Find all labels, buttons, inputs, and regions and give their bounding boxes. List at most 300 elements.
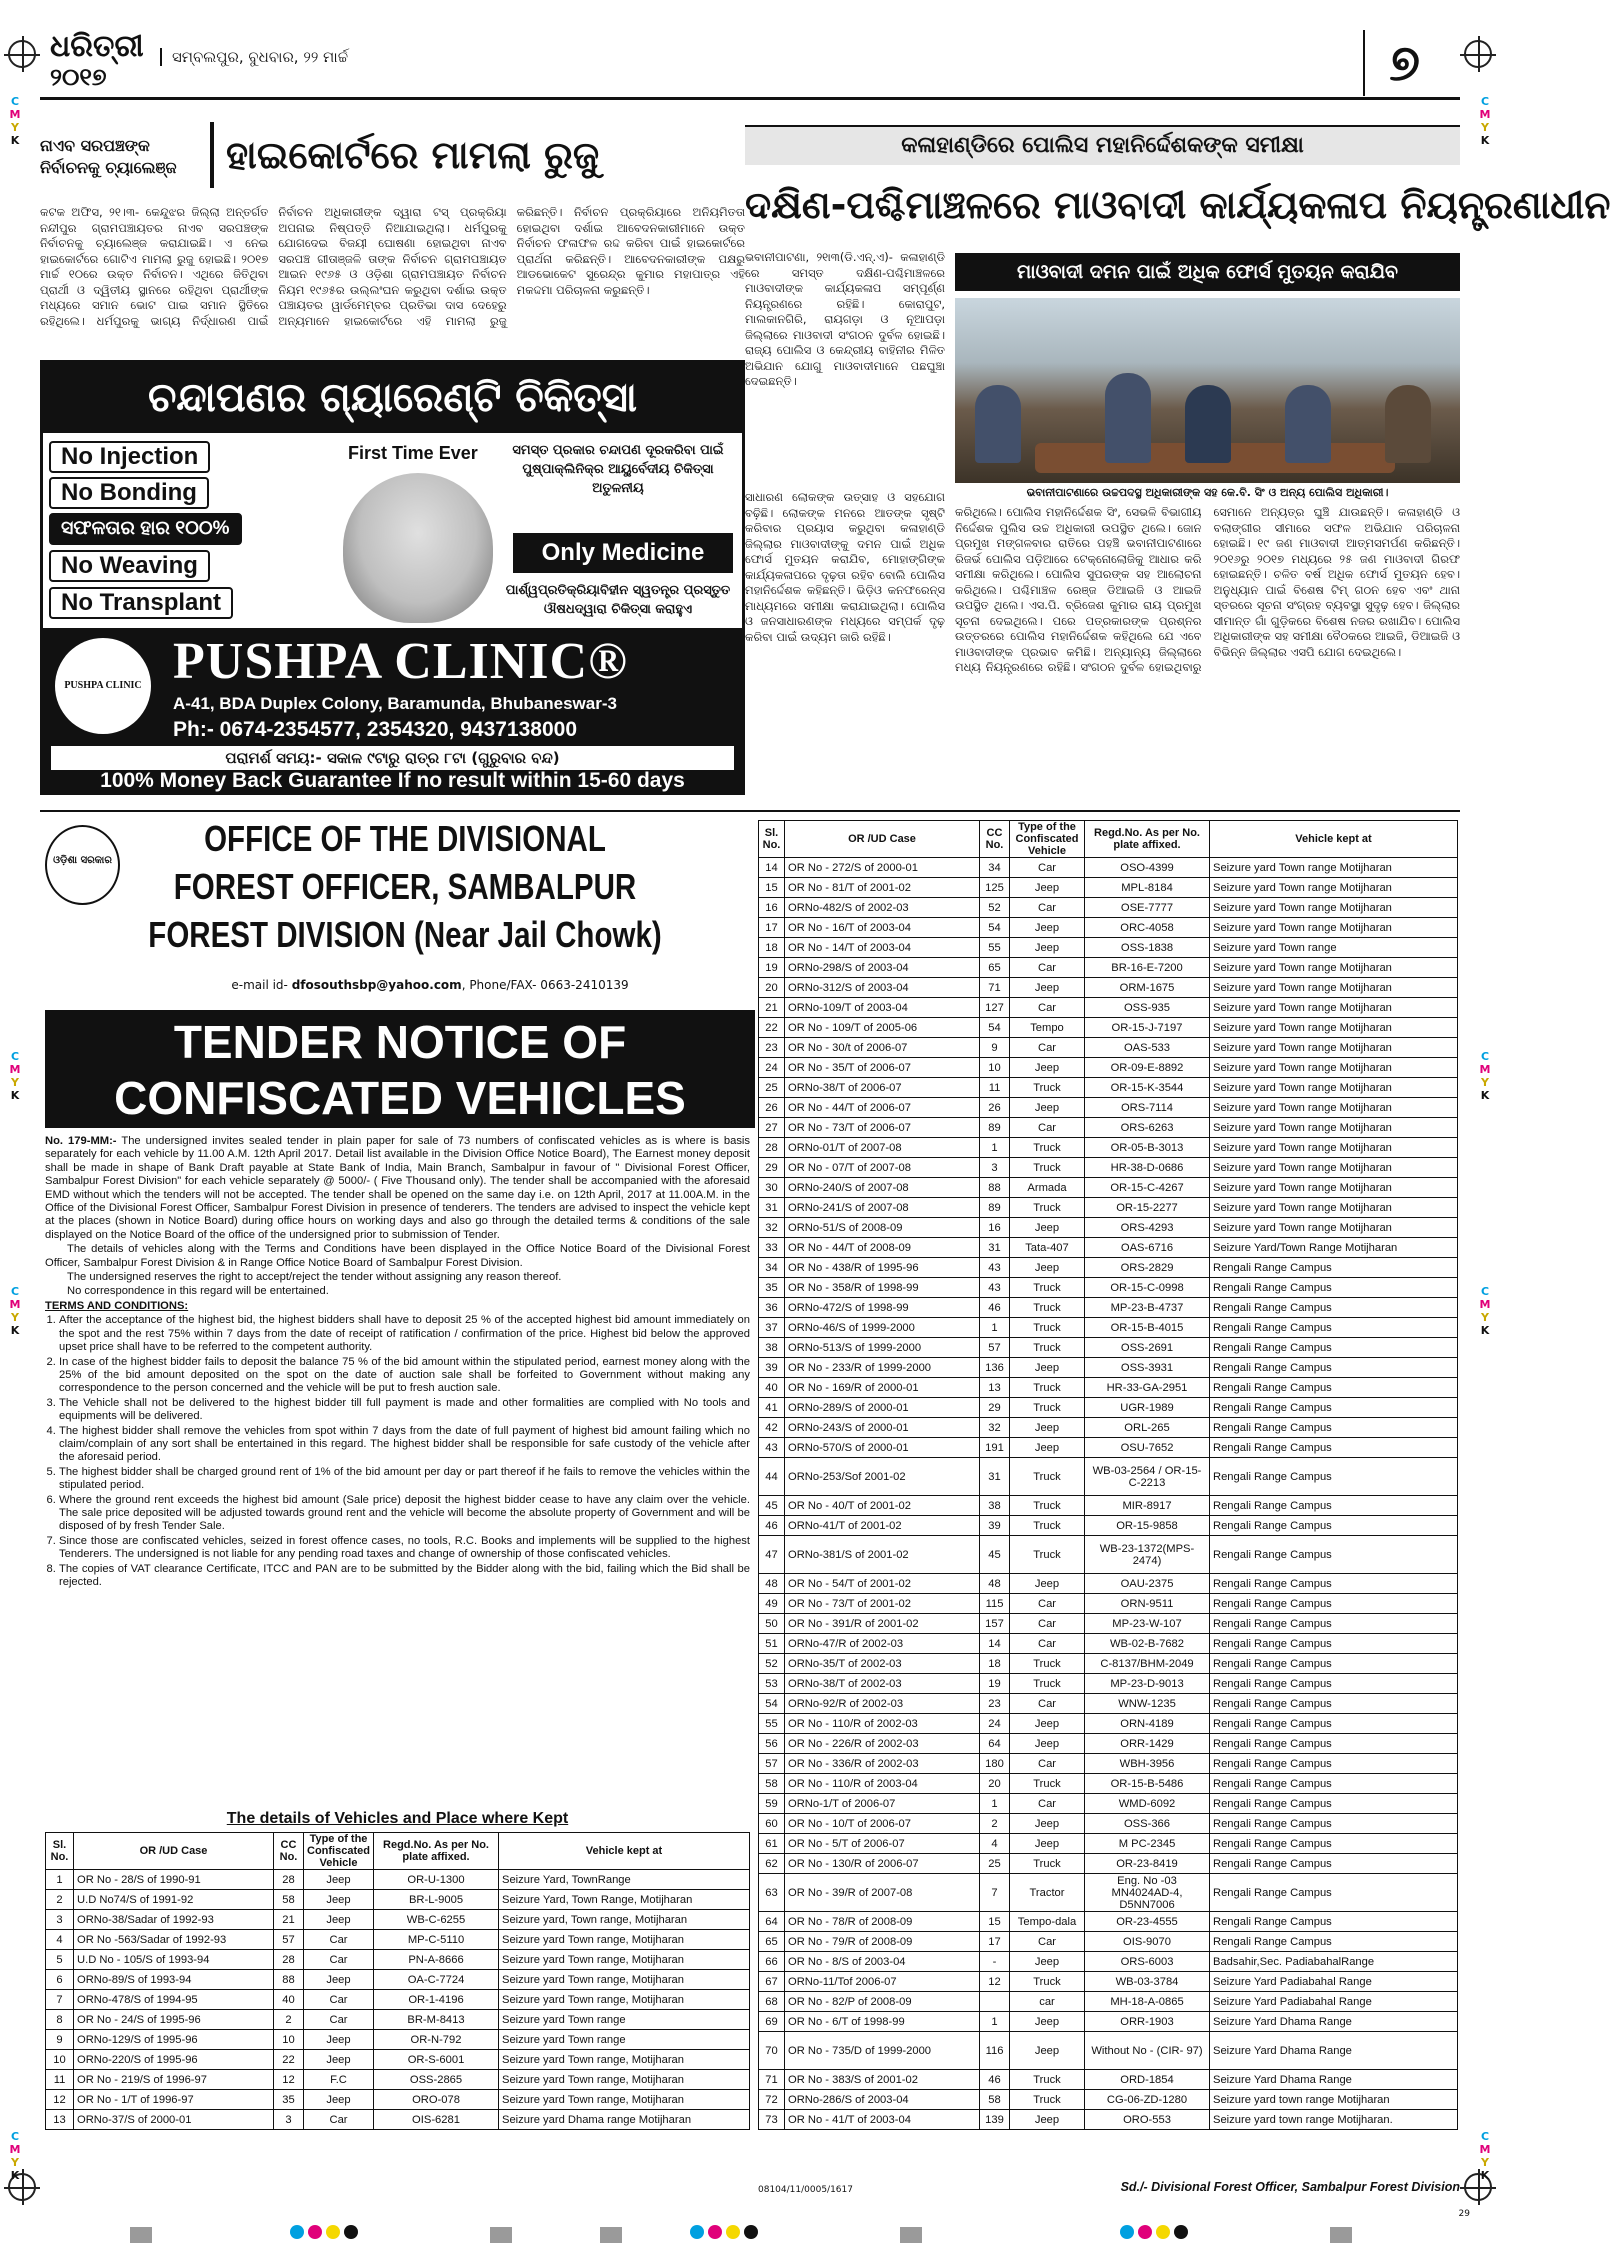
table-cell: Car — [1010, 1594, 1085, 1614]
table-cell: Seizure yard Town range, Motijharan — [499, 1970, 750, 1990]
table-cell: 16 — [980, 1218, 1010, 1238]
table-cell: Seizure yard Town range — [1210, 938, 1458, 958]
notice-paragraph: No correspondence in this regard will be entertained. — [67, 1285, 329, 1298]
table-cell: HR-38-D-0686 — [1085, 1158, 1210, 1178]
table-cell: Seizure yard Town range, Motijharan — [499, 2070, 750, 2090]
table-cell: Seizure yard Town range Motijharan — [1210, 1078, 1458, 1098]
table-cell: 191 — [980, 1438, 1010, 1458]
table-row — [46, 2010, 750, 2030]
table-cell: OR-15-B-5486 — [1085, 1774, 1210, 1794]
table-row — [759, 1098, 1458, 1118]
table-cell: Armada — [1010, 1178, 1085, 1198]
table-cell: ORNo-253/Sof 2001-02 — [785, 1458, 980, 1496]
table-cell: 32 — [980, 1418, 1010, 1438]
odisha-emblem: ଓଡ଼ିଶା ସରକାର — [45, 825, 120, 905]
table-cell: OR No - 169/R of 2000-01 — [785, 1378, 980, 1398]
table-row — [46, 2090, 750, 2110]
table-cell: 1 — [980, 2012, 1010, 2032]
table-cell: WBH-3956 — [1085, 1754, 1210, 1774]
table-row — [759, 1018, 1458, 1038]
table-cell: 21 — [274, 1910, 304, 1930]
table-cell: Truck — [1010, 1078, 1085, 1098]
table-cell: Seizure yard town range Motijharan. — [1210, 2110, 1458, 2130]
table-row — [759, 1496, 1458, 1516]
table-cell: Rengali Range Campus — [1210, 1794, 1458, 1814]
table-cell: 31 — [759, 1198, 785, 1218]
table-cell: 3 — [980, 1158, 1010, 1178]
ad-first-time: First Time Ever — [348, 443, 478, 463]
table-cell: 14 — [759, 858, 785, 878]
table-cell: OR No - 82/P of 2008-09 — [785, 1992, 980, 2012]
table-row — [759, 938, 1458, 958]
tender-title: TENDER NOTICE OF CONFISCATED VEHICLES — [45, 1010, 755, 1128]
table-row — [46, 1970, 750, 1990]
table-cell: 56 — [759, 1734, 785, 1754]
table-cell: 46 — [980, 1298, 1010, 1318]
table-cell: Car — [1010, 858, 1085, 878]
table-cell: ORNo-243/S of 2000-01 — [785, 1418, 980, 1438]
table-cell: Rengali Range Campus — [1210, 1614, 1458, 1634]
table-cell: Truck — [1010, 1972, 1085, 1992]
table-cell: Seizure yard Town range Motijharan — [1210, 1018, 1458, 1038]
ad-contact-panel — [43, 628, 742, 793]
table-row — [46, 2110, 750, 2130]
table-cell: 9 — [46, 2030, 74, 2050]
table-cell: WB-03-3784 — [1085, 1972, 1210, 1992]
table-cell: 29 — [759, 1158, 785, 1178]
table-cell: UGR-1989 — [1085, 1398, 1210, 1418]
term-item: 3. The Vehicle shall not be delivered to the highest bidder till full payment is made and other formalities are complied with No tools and equipments will be delivered. — [59, 1397, 750, 1424]
table-cell: Rengali Range Campus — [1210, 1516, 1458, 1536]
table-cell: OR No - 54/T of 2001-02 — [785, 1574, 980, 1594]
table-row — [759, 1614, 1458, 1634]
cmyk-marker: C M Y K — [9, 1285, 21, 1337]
table-cell: ORS-2829 — [1085, 1258, 1210, 1278]
table-cell: Truck — [1010, 1774, 1085, 1794]
table-cell: ORS-4293 — [1085, 1218, 1210, 1238]
table-row — [759, 1058, 1458, 1078]
table-cell: ORNo-92/R of 2002-03 — [785, 1694, 980, 1714]
table-cell: Car — [1010, 1694, 1085, 1714]
table-cell: OR No - 28/S of 1990-91 — [74, 1870, 274, 1890]
table-cell: Car — [304, 1930, 374, 1950]
table-cell: OR-15-J-7197 — [1085, 1018, 1210, 1038]
table-cell: WB-03-2564 / OR-15-C-2213 — [1085, 1458, 1210, 1496]
table-cell: Seizure yard Town range, Motijharan — [499, 1930, 750, 1950]
table-row — [759, 1198, 1458, 1218]
table-cell: Seizure Yard, Town Range, Motijharan — [499, 1890, 750, 1910]
table-cell: OR No - 438/R of 1995-96 — [785, 1258, 980, 1278]
table-header-row — [759, 821, 1458, 858]
table-cell: C-8137/BHM-2049 — [1085, 1654, 1210, 1674]
colour-strip — [290, 2225, 358, 2245]
table-row — [759, 1694, 1458, 1714]
column-header: Vehicle kept at — [1210, 821, 1458, 858]
column-header: Vehicle kept at — [499, 1833, 750, 1870]
table-cell: Car — [1010, 1754, 1085, 1774]
table-cell: Car — [1010, 1634, 1085, 1654]
table-cell: 8 — [46, 2010, 74, 2030]
table-cell: 44 — [759, 1458, 785, 1496]
table-cell: OR-05-B-3013 — [1085, 1138, 1210, 1158]
column-header: CC No. — [274, 1833, 304, 1870]
table-cell: Jeep — [1010, 878, 1085, 898]
table-cell: Car — [304, 2010, 374, 2030]
table-cell: 7 — [980, 1874, 1010, 1912]
table-cell: ORNo-513/S of 1999-2000 — [785, 1338, 980, 1358]
table-cell: 28 — [759, 1138, 785, 1158]
table-cell: Rengali Range Campus — [1210, 1378, 1458, 1398]
table-cell: Rengali Range Campus — [1210, 1258, 1458, 1278]
table-cell: 35 — [759, 1278, 785, 1298]
table-cell: Truck — [1010, 1854, 1085, 1874]
table-cell: 33 — [759, 1238, 785, 1258]
table-cell: Rengali Range Campus — [1210, 1318, 1458, 1338]
page-index: 29 — [1458, 2209, 1470, 2219]
table-row — [759, 1854, 1458, 1874]
table-cell: 54 — [980, 918, 1010, 938]
table-row — [759, 1574, 1458, 1594]
story-body: କରିଥିଲେ। ପୋଲିସ ମହାନିର୍ଦ୍ଦେଶକ ସିଂ, ସେଭଳି ବିଭାଗୀୟ ନିର୍ଦ୍ଦେଶକ ପୁଲିସ ଉଚ୍ଚ ଅଧିକାରୀ ଉପସ୍ଥିତ ଥିଲେ। ଜୋନ ପ୍ରମୁଖ ମଙ୍ଗଳବାର ରାତିରେ ପହଞ୍ଚି ଭବାନୀପାଟଣାରେ ରିଜର୍ଭ ପୋଲିସ ପଡ଼ିଆରେ ଟେକ୍ନୋଲୋଜିକୁ ଆଧାର କରି ସମୀକ୍ଷା କରିଥିଲେ। ପୋଲିସ ସୁପରଙ୍କ ସହ ଆଲୋଚନା କରିଥିଲେ। ପଶ୍ଚିମାଞ୍ଚଳ ରେଞ୍ଜ ଡିଆଇଜି ଓ ଆଇଜି ଉପସ୍ଥିତ ଥିଲେ। ଏସ.ପି. ବ୍ରିଜେଶ କୁମାର ରାୟ ପ୍ରମୁଖ ସୂଚନା ଦେଇଥିଲେ। ପରେ ପତ୍ରକାରଙ୍କ ପ୍ରଶ୍ନର ଉତ୍ତରରେ ପୋଲିସ ମହାନିର୍ଦ୍ଦେଶକ କହିଥିଲେ ଯେ ଏବେ ମାଓବାଦୀଙ୍କ ପ୍ରଭାବ କମିଛି। ଅନ୍ୟାନ୍ୟ ଜିଲ୍ଲାରେ ମଧ୍ୟ ନିୟନ୍ତ୍ରଣରେ ରହିଛି। ସଂଗଠନ ଦୁର୍ବଳ ହୋଇଥିବାରୁ ସେମାନେ ଅନ୍ୟତ୍ର ଘୁଞ୍ଚି ଯାଉଛନ୍ତି। କଳାହାଣ୍ଡି ଓ ବଲାଙ୍ଗୀର ସୀମାରେ ସଫଳ ଅଭିଯାନ ପରିଚାଳନା ହୋଇଛି। ୧୯ ଜଣ ମାଓବାଦୀ ଆତ୍ମସମର୍ପଣ କରିଛନ୍ତି। ୨୦୧୬ରୁ ୨୦୧୭ ମଧ୍ୟରେ ୨୫ ଜଣ ମାଓବାଦୀ ଗିରଫ ହୋଇଛନ୍ତି। ଚଳିତ ବର୍ଷ ଅଧିକ ଫୋର୍ସ ମୁତୟନ ହେବ। ଅନୁଧ୍ୟାନ ପାଇଁ ବିଶେଷ ଟିମ୍ ଗଠନ ହେବ ଏବଂ ଥାନା ସ୍ତରରେ ସୂଚନା ସଂଗ୍ରହ ବ୍ୟବସ୍ଥା ସୁଦୃଢ଼ ହେବ। ଜିଲ୍ଲାର ସୀମାନ୍ତ ଗାଁ ଗୁଡ଼ିକରେ ବିଶେଷ ନଜର ରଖାଯିବ। ପୋଲିସ ଅଧିକାରୀଙ୍କ ସହ ସମୀକ୍ଷା ବୈଠକରେ ଆଇଜି, ଡିଆଇଜି ଓ ବିଭିନ୍ନ ଜିଲ୍ଲାର ଏସପି ଯୋଗ ଦେଇଥିଲେ। — [955, 505, 1460, 674]
table-row — [46, 1870, 750, 1890]
table-cell: 73 — [759, 2110, 785, 2130]
table-row — [759, 2110, 1458, 2130]
table-cell: Rengali Range Campus — [1210, 1874, 1458, 1912]
table-cell: ORD-1854 — [1085, 2070, 1210, 2090]
column-header: Type of the Confiscated Vehicle — [304, 1833, 374, 1870]
table-cell: WB-23-1372(MPS-2474) — [1085, 1536, 1210, 1574]
term-item: 7. Since those are confiscated vehicles, seized in forest offence cases, no tools, R.C. Books and implements will be supplied to the highest Tenderers. The undersigned is not liable for any pending road taxes and change of ownership of those confiscated vehicles. — [59, 1535, 750, 1562]
table-cell: Truck — [1010, 1278, 1085, 1298]
table-cell: OR No - 233/R of 1999-2000 — [785, 1358, 980, 1378]
table-cell: 89 — [980, 1118, 1010, 1138]
term-item: 6. Where the ground rent exceeds the highest bid amount (Sale price) deposit the highest bidder cease to have any claim over the vehicle. The sale price deposited will be adjusted towards ground rent and the vehicle will become the absolute property of Government and will be disposed of by fresh Tender Sale. — [59, 1494, 750, 1534]
table-cell: OR No - 41/T of 2003-04 — [785, 2110, 980, 2130]
table-cell: OR No - 110/R of 2003-04 — [785, 1774, 980, 1794]
table-row — [759, 1932, 1458, 1952]
table-cell: 70 — [759, 2032, 785, 2070]
table-cell: Car — [1010, 1614, 1085, 1634]
table-cell: Jeep — [1010, 2032, 1085, 2070]
table-row — [759, 958, 1458, 978]
table-cell: OR No - 78/R of 2008-09 — [785, 1912, 980, 1932]
table-row — [759, 1118, 1458, 1138]
table-cell: 28 — [274, 1870, 304, 1890]
table-row — [759, 1536, 1458, 1574]
table-cell: 25 — [759, 1078, 785, 1098]
table-row — [46, 1910, 750, 1930]
table-cell: 19 — [980, 1674, 1010, 1694]
table-cell: OR No - 735/D of 1999-2000 — [785, 2032, 980, 2070]
terms-heading: TERMS AND CONDITIONS: — [45, 1299, 189, 1312]
table-cell: OR No - 336/R of 2002-03 — [785, 1754, 980, 1774]
table-row — [759, 1238, 1458, 1258]
table-cell: ORNo-241/S of 2007-08 — [785, 1198, 980, 1218]
table-cell: 66 — [759, 1952, 785, 1972]
table-cell: Jeep — [1010, 938, 1085, 958]
page-number: ୭ — [1363, 30, 1420, 96]
table-cell: MH-18-A-0865 — [1085, 1992, 1210, 2012]
table-cell: Jeep — [1010, 1218, 1085, 1238]
table-cell: 17 — [980, 1932, 1010, 1952]
column-header: Sl. No. — [46, 1833, 74, 1870]
table-row — [759, 2012, 1458, 2032]
table-cell: Seizure yard Town range Motijharan — [1210, 1038, 1458, 1058]
table-cell: F.C — [304, 2070, 374, 2090]
table-row — [759, 1516, 1458, 1536]
table-cell: 12 — [274, 2070, 304, 2090]
table-row — [759, 1278, 1458, 1298]
table-cell: 39 — [980, 1516, 1010, 1536]
table-cell: 30 — [759, 1178, 785, 1198]
table-cell: - — [980, 1952, 1010, 1972]
table-cell: OR-15-2277 — [1085, 1198, 1210, 1218]
table-cell: ORNo-47/R of 2002-03 — [785, 1634, 980, 1654]
table-cell: PN-A-8666 — [374, 1950, 499, 1970]
table-cell: 6 — [46, 1970, 74, 1990]
table-cell: 58 — [980, 2090, 1010, 2110]
table-cell: 65 — [759, 1932, 785, 1952]
table-row — [759, 1218, 1458, 1238]
table-cell: ORNo-109/T of 2003-04 — [785, 998, 980, 1018]
table-row — [759, 1338, 1458, 1358]
table-cell: WB-02-B-7682 — [1085, 1634, 1210, 1654]
table-cell: 40 — [759, 1378, 785, 1398]
table-cell: ORNo-41/T of 2001-02 — [785, 1516, 980, 1536]
table-cell: Jeep — [1010, 1358, 1085, 1378]
table-row — [46, 2030, 750, 2050]
cmyk-marker: C M Y K — [9, 95, 21, 147]
table-cell: 31 — [980, 1238, 1010, 1258]
term-item: 8. The copies of VAT clearance Certificate, ITCC and PAN are to be submitted by the Bidder along with the bid, failing which the Bid shall be rejected. — [59, 1563, 750, 1590]
table-cell: OAU-2375 — [1085, 1574, 1210, 1594]
table-row — [46, 1990, 750, 2010]
meeting-photo — [955, 298, 1460, 483]
table-cell: Jeep — [1010, 1438, 1085, 1458]
table-cell: Car — [1010, 1118, 1085, 1138]
table-cell: 63 — [759, 1874, 785, 1912]
table-cell: ORM-1675 — [1085, 978, 1210, 998]
table-cell: Seizure Yard/Town Range Motijharan — [1210, 1238, 1458, 1258]
table-cell: 72 — [759, 2090, 785, 2110]
table-cell: Rengali Range Campus — [1210, 1654, 1458, 1674]
table-cell: OR-N-792 — [374, 2030, 499, 2050]
table-cell: 36 — [759, 1298, 785, 1318]
table-cell: MPL-8184 — [1085, 878, 1210, 898]
terms-list — [59, 1314, 750, 1589]
table-cell: 43 — [759, 1438, 785, 1458]
table-cell: Rengali Range Campus — [1210, 1458, 1458, 1496]
table-cell: OR No - 35/T of 2006-07 — [785, 1058, 980, 1078]
table-cell: 5 — [46, 1950, 74, 1970]
table-cell: OR-S-6001 — [374, 2050, 499, 2070]
table-cell: Car — [1010, 1932, 1085, 1952]
table-cell: ORNo-01/T of 2007-08 — [785, 1138, 980, 1158]
table-cell: 71 — [759, 2070, 785, 2090]
table-cell: OSS-935 — [1085, 998, 1210, 1018]
table-cell: 3 — [274, 2110, 304, 2130]
table-cell: 127 — [980, 998, 1010, 1018]
table-cell: BR-L-9005 — [374, 1890, 499, 1910]
table-cell: 46 — [759, 1516, 785, 1536]
table-cell: 136 — [980, 1358, 1010, 1378]
table-cell: OR No - 81/T of 2001-02 — [785, 878, 980, 898]
table-cell: OR No - 109/T of 2005-06 — [785, 1018, 980, 1038]
table-cell: OIS-6281 — [374, 2110, 499, 2130]
ad-only-medicine: Only Medicine — [513, 533, 733, 573]
table-row — [759, 1674, 1458, 1694]
table-cell: Seizure yard Town range Motijharan — [1210, 1098, 1458, 1118]
table-row — [759, 1158, 1458, 1178]
table-cell: 55 — [980, 938, 1010, 958]
table-cell: Truck — [1010, 2070, 1085, 2090]
table-cell: 180 — [980, 1754, 1010, 1774]
table-cell: Rengali Range Campus — [1210, 1774, 1458, 1794]
table-cell: ORS-6003 — [1085, 1952, 1210, 1972]
table-cell: Seizure yard Town range Motijharan — [1210, 1058, 1458, 1078]
table-cell: Rengali Range Campus — [1210, 1912, 1458, 1932]
table-cell: ORN-4189 — [1085, 1714, 1210, 1734]
table-cell: OSE-7777 — [1085, 898, 1210, 918]
table-cell: 48 — [759, 1574, 785, 1594]
table-cell: Truck — [1010, 1516, 1085, 1536]
table-cell: 27 — [759, 1118, 785, 1138]
vehicle-details-heading: The details of Vehicles and Place where Kept — [226, 1810, 569, 1827]
table-cell: Rengali Range Campus — [1210, 1834, 1458, 1854]
table-cell: OR-23-4555 — [1085, 1912, 1210, 1932]
table-cell: ORNo-1/T of 2006-07 — [785, 1794, 980, 1814]
table-cell: Rengali Range Campus — [1210, 1298, 1458, 1318]
table-cell: 9 — [980, 1038, 1010, 1058]
table-cell: Tempo — [1010, 1018, 1085, 1038]
table-cell: Seizure yard Town range Motijharan — [1210, 1138, 1458, 1158]
cmyk-marker: C M Y K — [9, 2130, 21, 2182]
table-cell: OR No - 16/T of 2003-04 — [785, 918, 980, 938]
table-cell: OR No - 24/S of 1995-96 — [74, 2010, 274, 2030]
table-cell: 41 — [759, 1398, 785, 1418]
table-row — [759, 2032, 1458, 2070]
table-cell: ORNo-478/S of 1994-95 — [74, 1990, 274, 2010]
table-cell: Seizure Yard Dhama Range — [1210, 2070, 1458, 2090]
term-item: 2. In case of the highest bidder fails to deposit the balance 75 % of the bid amount within the stipulated period, earnest money along with the 25% of the bid amount deposited on the spot on the date of auction sale shall be forfeited to Government without making any correspondence to the person concerned and the vehicle will be put to fresh auction sale. — [59, 1356, 750, 1396]
table-cell: Jeep — [304, 1890, 374, 1910]
table-cell: OR No - 226/R of 2002-03 — [785, 1734, 980, 1754]
table-cell: ORO-078 — [374, 2090, 499, 2110]
table-cell: ORNo-35/T of 2002-03 — [785, 1654, 980, 1674]
table-cell: 20 — [759, 978, 785, 998]
cmyk-marker: C M Y K — [9, 1050, 21, 1102]
table-row — [759, 1952, 1458, 1972]
table-row — [46, 1950, 750, 1970]
table-cell: 49 — [759, 1594, 785, 1614]
table-row — [759, 918, 1458, 938]
table-cell: Jeep — [304, 1970, 374, 1990]
table-cell: Seizure Yard Dhama Range — [1210, 2012, 1458, 2032]
column-header: CC No. — [980, 821, 1010, 858]
table-cell: 53 — [759, 1674, 785, 1694]
table-cell: Seizure yard Town range Motijharan — [1210, 898, 1458, 918]
table-cell: ORNo-220/S of 1995-96 — [74, 2050, 274, 2070]
table-cell: OR No - 79/R of 2008-09 — [785, 1932, 980, 1952]
table-row — [759, 1398, 1458, 1418]
table-cell: Seizure yard Town range, Motijharan — [499, 2090, 750, 2110]
table-cell: ORR-1429 — [1085, 1734, 1210, 1754]
column-header: OR /UD Case — [74, 1833, 274, 1870]
table-cell: Without No - (CIR- 97) — [1085, 2032, 1210, 2070]
table-row — [759, 1258, 1458, 1278]
table-cell: 38 — [759, 1338, 785, 1358]
table-cell: 1 — [980, 1318, 1010, 1338]
table-cell: Seizure Yard, TownRange — [499, 1870, 750, 1890]
table-cell: 35 — [274, 2090, 304, 2110]
table-cell: OR-09-E-8892 — [1085, 1058, 1210, 1078]
table-cell: Seizure yard Town range, Motijharan — [499, 1990, 750, 2010]
table-cell: Jeep — [1010, 2012, 1085, 2032]
table-cell: 29 — [980, 1398, 1010, 1418]
notice-paragraph: The undersigned reserves the right to accept/reject the tender without assigning any reason thereof. — [67, 1271, 562, 1284]
table-cell: 28 — [274, 1950, 304, 1970]
table-cell: Jeep — [1010, 2110, 1085, 2130]
table-cell: Jeep — [1010, 1814, 1085, 1834]
table-cell: ORNo-286/S of 2003-04 — [785, 2090, 980, 2110]
table-cell: Seizure yard Town range Motijharan — [1210, 1158, 1458, 1178]
colour-strip — [690, 2225, 758, 2245]
table-cell: 58 — [274, 1890, 304, 1910]
ad-claim-text-2: ପାର୍ଶ୍ୱପ୍ରତିକ୍ରିୟାବିହୀନ ସ୍ୱତନ୍ତ୍ର ପ୍ରସ୍ତୁତ ଔଷଧଦ୍ୱାରା ଚିକିତ୍ସା କରାହୁଏ — [505, 583, 731, 617]
table-cell: Rengali Range Campus — [1210, 1932, 1458, 1952]
table-cell: 19 — [759, 958, 785, 978]
bald-head-image — [343, 473, 493, 623]
column-header: Regd.No. As per No. plate affixed. — [1085, 821, 1210, 858]
table-cell: 4 — [46, 1930, 74, 1950]
ad-claim-text: ସମସ୍ତ ପ୍ରକାର ଚନ୍ଦାପଣ ଦୂରକରିବା ପାଇଁ ପୁଷ୍ପାକ୍ଲିନିକ୍‌ର ଆୟୁର୍ବେଦୀୟ ଚିକିତ୍ସା ଅତୁଳନୀୟ — [512, 443, 724, 496]
table-cell: Seizure yard, Town range, Motijharan — [499, 1910, 750, 1930]
table-cell: Rengali Range Campus — [1210, 1358, 1458, 1378]
table-cell: OIS-9070 — [1085, 1932, 1210, 1952]
table-cell: Jeep — [1010, 1952, 1085, 1972]
column-header: Type of the Confiscated Vehicle — [1010, 821, 1085, 858]
table-cell: Rengali Range Campus — [1210, 1438, 1458, 1458]
table-cell: OAS-533 — [1085, 1038, 1210, 1058]
table-row — [759, 898, 1458, 918]
table-row — [759, 1378, 1458, 1398]
table-cell: 15 — [980, 1912, 1010, 1932]
ad-feature-no-injection: No Injection — [49, 441, 210, 473]
table-cell: 125 — [980, 878, 1010, 898]
table-row — [46, 1890, 750, 1910]
table-cell: Badsahir,Sec. PadiabahalRange — [1210, 1952, 1458, 1972]
table-cell: Truck — [1010, 1674, 1085, 1694]
notice-ref-no: No. 179-MM:- — [45, 1135, 117, 1147]
clinic-advertisement — [40, 360, 745, 795]
table-cell: 46 — [980, 2070, 1010, 2090]
table-row — [759, 1794, 1458, 1814]
tender-notice-text: No. 179-MM:- The undersigned invites sealed tender in plain paper for sale of 73 numbers of confiscated vehicles as is where is basis separately for each vehicle by 11.00 A.M. 12th April 2017. Detail list available in the Division Office Notice Board), The Earnest money deposit shall be made in shape of Bank Draft payable at State Bank of India, Main Branch, Sambalpur in favour of " Divisional Forest Officer, Sambalpur Forest Division" for each vehicle separately @ 5000/- ( Five Thousand only). The tender shall be accompanied with the aforesaid EMD without which the tenders will not be accepted. The tender shall be opened on the same day i.e. on 12th April, 2017 at 11.00A.M. in the Office of the Divisional Forest Officer, Sambalpur Forest Division in presence of tenderers. The tenders are advised to inspect the vehicle kept at the places (shown in Notice Board) during office hours on working days and also go through the detailed terms & conditions of the sale displayed on the Notice Board of the office of the undersigned prior to submission of Tender. The details of vehicles along with the Terms and Conditions have been displayed in the Office Notice Board of the Divisional Forest Officer, Sambalpur Forest Division & in Range Office Notice Board of Sambalpur Forest Division. The undersigned reserves the right to accept/reject the tender without assigning any reason thereof. No correspondence in this regard will be entertained. TERMS AND CONDITIONS: 1. After the acceptance of the highest bid, the highest bidders shall have to deposit 25 % of the accepted highest bid amount immediately on the spot and the rest 75% within 7 days from the date of receipt of ratification / confirmation of the price. Highest bid below the approved upset price shall have to be referred to the competent authority. 2. In case of the highest bidder fails to deposit the balance 75 % of the bid amount within the stipulated period, earnest money along with the 25% of the bid amount deposited on the spot on the date of auction sale shall be forfeited to Government without making any correspondence to the person concerned and the vehicle will be put to fresh auction sale. 3. The Vehicle shall not be delivered to the highest bidder till full payment is made and other formalities are complied with No tools and equipments will be delivered. 4. The highest bidder shall remove the vehicles from spot within 7 days from the date of full payment of highest bid amount failing which no claim/complain of any sort shall be entertained in this regard. The highest bidder shall be responsible for safe custody of the vehicle after the aforesaid period. 5. The highest bidder shall be charged ground rent of 1% of the bid amount per day or part thereof if he fails to remove the vehicles within the stipulated period. 6. Where the ground rent exceeds the highest bid amount (Sale price) deposit the highest bidder cease to have any claim over the vehicle. The sale price deposited will be adjusted towards ground rent and the vehicle will become the absolute property of Government and will be disposed of by fresh Tender Sale. 7. Since those are confiscated vehicles, seized in forest offence cases, no tools, R.C. Books and implements will be supplied to the highest Tenderers. The undersigned is not liable for any pending road taxes and change of ownership of those confiscated vehicles. 8. The copies of VAT clearance Certificate, ITCC and PAN are to be submitted by the Bidder along with the bid, failing which the Bid shall be rejected. — [45, 1135, 750, 1590]
table-row — [759, 1594, 1458, 1614]
table-cell: Truck — [1010, 1318, 1085, 1338]
cmyk-marker: C M Y K — [1479, 95, 1491, 147]
table-cell: 139 — [980, 2110, 1010, 2130]
table-cell: Truck — [1010, 1338, 1085, 1358]
table-cell: OR No - 40/T of 2001-02 — [785, 1496, 980, 1516]
story-kicker: କଳାହାଣ୍ଡିରେ ପୋଲିସ ମହାନିର୍ଦ୍ଦେଶକଙ୍କ ସମୀକ୍ଷା — [745, 125, 1460, 165]
table-row — [759, 998, 1458, 1018]
table-cell: 45 — [980, 1536, 1010, 1574]
table-row — [759, 1178, 1458, 1198]
table-cell: OR-15-9858 — [1085, 1516, 1210, 1536]
page-header — [40, 30, 1460, 100]
table-row — [759, 1038, 1458, 1058]
